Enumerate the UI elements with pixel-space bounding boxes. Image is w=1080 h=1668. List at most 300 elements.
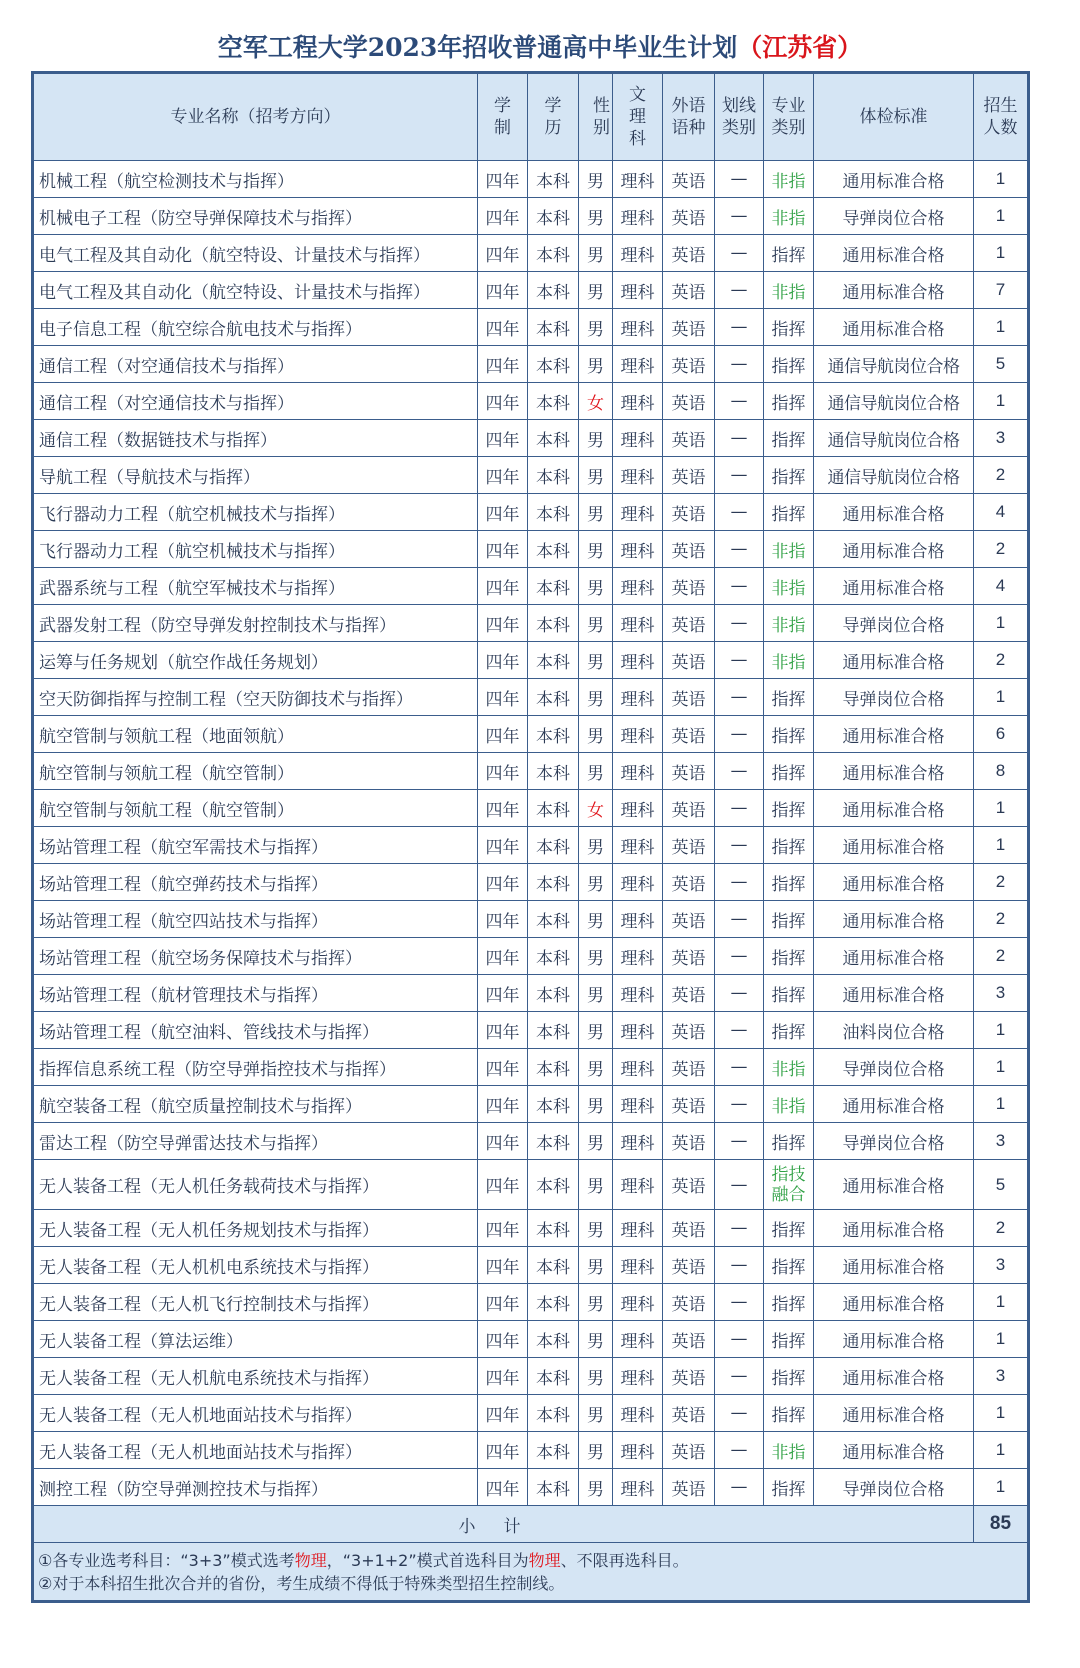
cell-major-type: 指挥 [764,790,814,827]
cell-cutoff-type: — [715,938,764,975]
cell-track: 理科 [613,198,663,235]
cell-major-type: 指挥 [764,1012,814,1049]
header-major-name: 专业名称（招考方向） [33,73,478,161]
cell-major-type: 非指 [764,272,814,309]
cell-track: 理科 [613,1086,663,1123]
notes-row [33,1543,1029,1602]
cell-major-type: 非指 [764,568,814,605]
cell-major-name: 电气工程及其自动化（航空特设、计量技术与指挥） [33,272,478,309]
cell-major-type: 指挥 [764,1469,814,1506]
cell-enrollment-count: 1 [974,1012,1029,1049]
cell-language: 英语 [663,494,715,531]
cell-enrollment-count: 3 [974,1358,1029,1395]
table-row [33,864,1029,901]
cell-enrollment-count: 5 [974,346,1029,383]
cell-enrollment-count: 6 [974,716,1029,753]
cell-degree: 本科 [528,1284,579,1321]
cell-enrollment-count: 1 [974,309,1029,346]
table-row [33,235,1029,272]
cell-duration: 四年 [478,1123,528,1160]
cell-track: 理科 [613,864,663,901]
cell-cutoff-type: — [715,827,764,864]
note-1-text: ①各专业选考科目：“3+3”模式选考 [38,1551,295,1570]
cell-degree: 本科 [528,161,579,198]
cell-major-type: 非指 [764,605,814,642]
cell-duration: 四年 [478,975,528,1012]
cell-degree: 本科 [528,1395,579,1432]
cell-physical-standard: 通信导航岗位合格 [814,420,974,457]
cell-cutoff-type: — [715,309,764,346]
cell-track: 理科 [613,1321,663,1358]
cell-gender: 男 [579,679,613,716]
cell-duration: 四年 [478,1160,528,1210]
cell-physical-standard: 通信导航岗位合格 [814,383,974,420]
cell-enrollment-count: 2 [974,938,1029,975]
header-enrollment-count: 招生人数 [974,73,1029,161]
cell-duration: 四年 [478,938,528,975]
cell-gender: 男 [579,1395,613,1432]
cell-duration: 四年 [478,1432,528,1469]
cell-cutoff-type: — [715,161,764,198]
cell-track: 理科 [613,1247,663,1284]
cell-major-type: 非指 [764,1049,814,1086]
cell-major-name: 航空装备工程（航空质量控制技术与指挥） [33,1086,478,1123]
cell-track: 理科 [613,1049,663,1086]
cell-major-name: 航空管制与领航工程（航空管制） [33,753,478,790]
cell-track: 理科 [613,309,663,346]
cell-major-type: 指挥 [764,1395,814,1432]
cell-gender: 男 [579,1358,613,1395]
cell-track: 理科 [613,1469,663,1506]
cell-major-name: 飞行器动力工程（航空机械技术与指挥） [33,494,478,531]
cell-language: 英语 [663,346,715,383]
cell-major-type: 指挥 [764,1123,814,1160]
header-physical-standard: 体检标准 [814,73,974,161]
cell-physical-standard: 油料岗位合格 [814,1012,974,1049]
cell-enrollment-count: 1 [974,1469,1029,1506]
cell-cutoff-type: — [715,901,764,938]
table-row [33,975,1029,1012]
cell-enrollment-count: 7 [974,272,1029,309]
cell-major-type: 指挥 [764,1247,814,1284]
cell-language: 英语 [663,938,715,975]
cell-gender: 男 [579,753,613,790]
cell-major-name: 场站管理工程（航空弹药技术与指挥） [33,864,478,901]
cell-cutoff-type: — [715,1469,764,1506]
cell-enrollment-count: 1 [974,679,1029,716]
note-2: ②对于本科招生批次合并的省份，考生成绩不得低于特殊类型招生控制线。 [38,1574,565,1593]
cell-major-name: 导航工程（导航技术与指挥） [33,457,478,494]
cell-track: 理科 [613,827,663,864]
cell-enrollment-count: 3 [974,420,1029,457]
enrollment-plan-table [31,71,1030,1603]
cell-major-type: 指挥 [764,1284,814,1321]
cell-gender: 男 [579,938,613,975]
cell-gender: 男 [579,420,613,457]
cell-major-type: 指挥 [764,235,814,272]
cell-physical-standard: 通用标准合格 [814,716,974,753]
cell-duration: 四年 [478,1012,528,1049]
cell-degree: 本科 [528,1210,579,1247]
cell-degree: 本科 [528,679,579,716]
cell-cutoff-type: — [715,1358,764,1395]
table-row [33,1247,1029,1284]
cell-track: 理科 [613,568,663,605]
cell-physical-standard: 通用标准合格 [814,827,974,864]
cell-track: 理科 [613,1358,663,1395]
cell-major-type: 非指 [764,161,814,198]
cell-cutoff-type: — [715,457,764,494]
cell-major-name: 无人装备工程（无人机机电系统技术与指挥） [33,1247,478,1284]
cell-gender: 女 [579,383,613,420]
cell-language: 英语 [663,1469,715,1506]
cell-degree: 本科 [528,235,579,272]
table-row [33,1012,1029,1049]
cell-cutoff-type: — [715,753,764,790]
table-row [33,1210,1029,1247]
cell-degree: 本科 [528,1049,579,1086]
cell-physical-standard: 通信导航岗位合格 [814,346,974,383]
cell-major-name: 指挥信息系统工程（防空导弹指控技术与指挥） [33,1049,478,1086]
cell-track: 理科 [613,679,663,716]
cell-cutoff-type: — [715,346,764,383]
cell-cutoff-type: — [715,1321,764,1358]
cell-language: 英语 [663,457,715,494]
cell-gender: 男 [579,568,613,605]
cell-physical-standard: 通信导航岗位合格 [814,457,974,494]
cell-degree: 本科 [528,531,579,568]
table-row [33,642,1029,679]
cell-gender: 男 [579,1012,613,1049]
cell-enrollment-count: 3 [974,1247,1029,1284]
cell-track: 理科 [613,383,663,420]
cell-major-type: 指挥 [764,420,814,457]
cell-language: 英语 [663,1123,715,1160]
cell-major-type: 指挥 [764,864,814,901]
cell-physical-standard: 通用标准合格 [814,938,974,975]
cell-physical-standard: 导弹岗位合格 [814,198,974,235]
cell-physical-standard: 通用标准合格 [814,975,974,1012]
cell-gender: 男 [579,605,613,642]
title-province: （江苏省） [737,33,863,62]
cell-enrollment-count: 1 [974,198,1029,235]
cell-track: 理科 [613,457,663,494]
cell-gender: 男 [579,1432,613,1469]
page-title [0,28,1080,64]
cell-physical-standard: 通用标准合格 [814,1086,974,1123]
cell-duration: 四年 [478,864,528,901]
cell-duration: 四年 [478,309,528,346]
table-header-row [33,73,1029,161]
cell-duration: 四年 [478,1395,528,1432]
table-row [33,383,1029,420]
cell-enrollment-count: 1 [974,605,1029,642]
cell-degree: 本科 [528,1160,579,1210]
table-row [33,716,1029,753]
cell-language: 英语 [663,864,715,901]
cell-degree: 本科 [528,1247,579,1284]
table-row [33,1432,1029,1469]
cell-degree: 本科 [528,1432,579,1469]
cell-cutoff-type: — [715,716,764,753]
cell-major-name: 电气工程及其自动化（航空特设、计量技术与指挥） [33,235,478,272]
cell-degree: 本科 [528,198,579,235]
cell-gender: 男 [579,1049,613,1086]
table-row [33,790,1029,827]
cell-gender: 男 [579,309,613,346]
cell-language: 英语 [663,1086,715,1123]
cell-language: 英语 [663,1012,715,1049]
table-row [33,1284,1029,1321]
cell-track: 理科 [613,346,663,383]
cell-cutoff-type: — [715,272,764,309]
cell-major-name: 运筹与任务规划（航空作战任务规划） [33,642,478,679]
cell-gender: 男 [579,864,613,901]
subtotal-label: 小计 [33,1506,974,1543]
cell-physical-standard: 导弹岗位合格 [814,1469,974,1506]
cell-enrollment-count: 1 [974,161,1029,198]
cell-cutoff-type: — [715,494,764,531]
header-duration: 学制 [478,73,528,161]
cell-duration: 四年 [478,679,528,716]
cell-gender: 男 [579,531,613,568]
cell-major-name: 航空管制与领航工程（航空管制） [33,790,478,827]
cell-enrollment-count: 2 [974,1210,1029,1247]
cell-track: 理科 [613,938,663,975]
cell-degree: 本科 [528,346,579,383]
cell-duration: 四年 [478,716,528,753]
cell-major-name: 无人装备工程（无人机地面站技术与指挥） [33,1432,478,1469]
cell-major-name: 无人装备工程（无人机航电系统技术与指挥） [33,1358,478,1395]
cell-physical-standard: 通用标准合格 [814,494,974,531]
cell-duration: 四年 [478,420,528,457]
cell-language: 英语 [663,161,715,198]
cell-language: 英语 [663,790,715,827]
cell-gender: 男 [579,1284,613,1321]
cell-cutoff-type: — [715,1086,764,1123]
cell-major-name: 机械电子工程（防空导弹保障技术与指挥） [33,198,478,235]
cell-duration: 四年 [478,198,528,235]
header-major-type: 专业类别 [764,73,814,161]
cell-major-name: 通信工程（数据链技术与指挥） [33,420,478,457]
cell-cutoff-type: — [715,1284,764,1321]
cell-physical-standard: 通用标准合格 [814,1432,974,1469]
cell-gender: 男 [579,642,613,679]
cell-major-name: 电子信息工程（航空综合航电技术与指挥） [33,309,478,346]
subtotal-total: 85 [974,1506,1029,1543]
cell-language: 英语 [663,235,715,272]
cell-major-name: 空天防御指挥与控制工程（空天防御技术与指挥） [33,679,478,716]
cell-cutoff-type: — [715,1247,764,1284]
cell-cutoff-type: — [715,531,764,568]
cell-major-type: 指挥 [764,1358,814,1395]
cell-track: 理科 [613,235,663,272]
cell-enrollment-count: 2 [974,642,1029,679]
cell-degree: 本科 [528,383,579,420]
cell-enrollment-count: 1 [974,1284,1029,1321]
cell-enrollment-count: 1 [974,383,1029,420]
cell-gender: 男 [579,716,613,753]
cell-physical-standard: 通用标准合格 [814,753,974,790]
cell-duration: 四年 [478,383,528,420]
cell-cutoff-type: — [715,1210,764,1247]
cell-track: 理科 [613,420,663,457]
cell-physical-standard: 导弹岗位合格 [814,1049,974,1086]
cell-gender: 男 [579,494,613,531]
cell-track: 理科 [613,1123,663,1160]
cell-language: 英语 [663,1432,715,1469]
cell-language: 英语 [663,1247,715,1284]
cell-degree: 本科 [528,457,579,494]
cell-language: 英语 [663,605,715,642]
cell-major-name: 飞行器动力工程（航空机械技术与指挥） [33,531,478,568]
cell-cutoff-type: — [715,235,764,272]
cell-major-name: 武器系统与工程（航空军械技术与指挥） [33,568,478,605]
cell-major-name: 雷达工程（防空导弹雷达技术与指挥） [33,1123,478,1160]
cell-physical-standard: 通用标准合格 [814,161,974,198]
cell-track: 理科 [613,1395,663,1432]
table-row [33,938,1029,975]
cell-degree: 本科 [528,716,579,753]
cell-major-type: 指挥 [764,494,814,531]
cell-major-type: 非指 [764,1086,814,1123]
cell-enrollment-count: 1 [974,1395,1029,1432]
cell-enrollment-count: 2 [974,864,1029,901]
cell-duration: 四年 [478,457,528,494]
table-row [33,161,1029,198]
cell-duration: 四年 [478,1469,528,1506]
cell-major-type: 指挥 [764,1210,814,1247]
cell-gender: 男 [579,235,613,272]
cell-degree: 本科 [528,827,579,864]
cell-gender: 男 [579,346,613,383]
cell-cutoff-type: — [715,420,764,457]
cell-degree: 本科 [528,309,579,346]
cell-cutoff-type: — [715,1432,764,1469]
cell-major-name: 机械工程（航空检测技术与指挥） [33,161,478,198]
cell-language: 英语 [663,1284,715,1321]
cell-gender: 男 [579,272,613,309]
cell-physical-standard: 通用标准合格 [814,1160,974,1210]
cell-enrollment-count: 1 [974,1086,1029,1123]
cell-gender: 男 [579,1247,613,1284]
cell-cutoff-type: — [715,679,764,716]
cell-physical-standard: 通用标准合格 [814,531,974,568]
cell-degree: 本科 [528,864,579,901]
cell-enrollment-count: 8 [974,753,1029,790]
cell-major-type: 非指 [764,1432,814,1469]
header-degree: 学历 [528,73,579,161]
table-row [33,753,1029,790]
cell-physical-standard: 导弹岗位合格 [814,679,974,716]
cell-major-type: 指挥 [764,679,814,716]
cell-major-name: 无人装备工程（无人机地面站技术与指挥） [33,1395,478,1432]
cell-gender: 男 [579,198,613,235]
cell-duration: 四年 [478,827,528,864]
cell-language: 英语 [663,642,715,679]
cell-degree: 本科 [528,901,579,938]
cell-physical-standard: 通用标准合格 [814,1395,974,1432]
cell-gender: 男 [579,161,613,198]
cell-language: 英语 [663,1358,715,1395]
cell-physical-standard: 通用标准合格 [814,1247,974,1284]
cell-major-type: 指挥 [764,346,814,383]
cell-degree: 本科 [528,1358,579,1395]
cell-major-name: 航空管制与领航工程（地面领航） [33,716,478,753]
cell-cutoff-type: — [715,1123,764,1160]
cell-duration: 四年 [478,605,528,642]
cell-enrollment-count: 3 [974,975,1029,1012]
header-gender: 性别 [579,73,613,161]
cell-duration: 四年 [478,1358,528,1395]
cell-enrollment-count: 4 [974,494,1029,531]
cell-gender: 男 [579,901,613,938]
table-row [33,198,1029,235]
table-row [33,605,1029,642]
cell-track: 理科 [613,790,663,827]
cell-cutoff-type: — [715,1012,764,1049]
cell-cutoff-type: — [715,383,764,420]
cell-track: 理科 [613,1012,663,1049]
cell-major-name: 无人装备工程（无人机任务载荷技术与指挥） [33,1160,478,1210]
notes-cell [33,1543,1029,1602]
cell-language: 英语 [663,753,715,790]
table-row [33,272,1029,309]
cell-duration: 四年 [478,642,528,679]
cell-major-name: 通信工程（对空通信技术与指挥） [33,346,478,383]
cell-major-type: 指挥 [764,938,814,975]
cell-language: 英语 [663,420,715,457]
cell-language: 英语 [663,1395,715,1432]
cell-degree: 本科 [528,272,579,309]
cell-major-type: 指挥 [764,975,814,1012]
cell-degree: 本科 [528,568,579,605]
cell-degree: 本科 [528,1012,579,1049]
note-1-highlight: 物理 [294,1551,327,1570]
cell-degree: 本科 [528,1086,579,1123]
cell-major-type: 指挥 [764,827,814,864]
cell-physical-standard: 通用标准合格 [814,790,974,827]
cell-degree: 本科 [528,642,579,679]
cell-gender: 男 [579,457,613,494]
cell-major-name: 武器发射工程（防空导弹发射控制技术与指挥） [33,605,478,642]
cell-major-name: 无人装备工程（算法运维） [33,1321,478,1358]
cell-duration: 四年 [478,1049,528,1086]
cell-cutoff-type: — [715,790,764,827]
table-row [33,1086,1029,1123]
cell-physical-standard: 通用标准合格 [814,1210,974,1247]
cell-degree: 本科 [528,1469,579,1506]
cell-major-type: 非指 [764,531,814,568]
table-row [33,420,1029,457]
cell-physical-standard: 通用标准合格 [814,1284,974,1321]
cell-duration: 四年 [478,568,528,605]
cell-physical-standard: 通用标准合格 [814,864,974,901]
cell-language: 英语 [663,679,715,716]
cell-enrollment-count: 1 [974,1049,1029,1086]
cell-cutoff-type: — [715,605,764,642]
cell-major-type: 非指 [764,642,814,679]
cell-duration: 四年 [478,1321,528,1358]
cell-major-type: 指挥 [764,753,814,790]
cell-cutoff-type: — [715,975,764,1012]
table-row [33,1469,1029,1506]
cell-duration: 四年 [478,901,528,938]
cell-cutoff-type: — [715,1395,764,1432]
cell-major-type: 指挥 [764,383,814,420]
cell-cutoff-type: — [715,568,764,605]
subtotal-row [33,1506,1029,1543]
